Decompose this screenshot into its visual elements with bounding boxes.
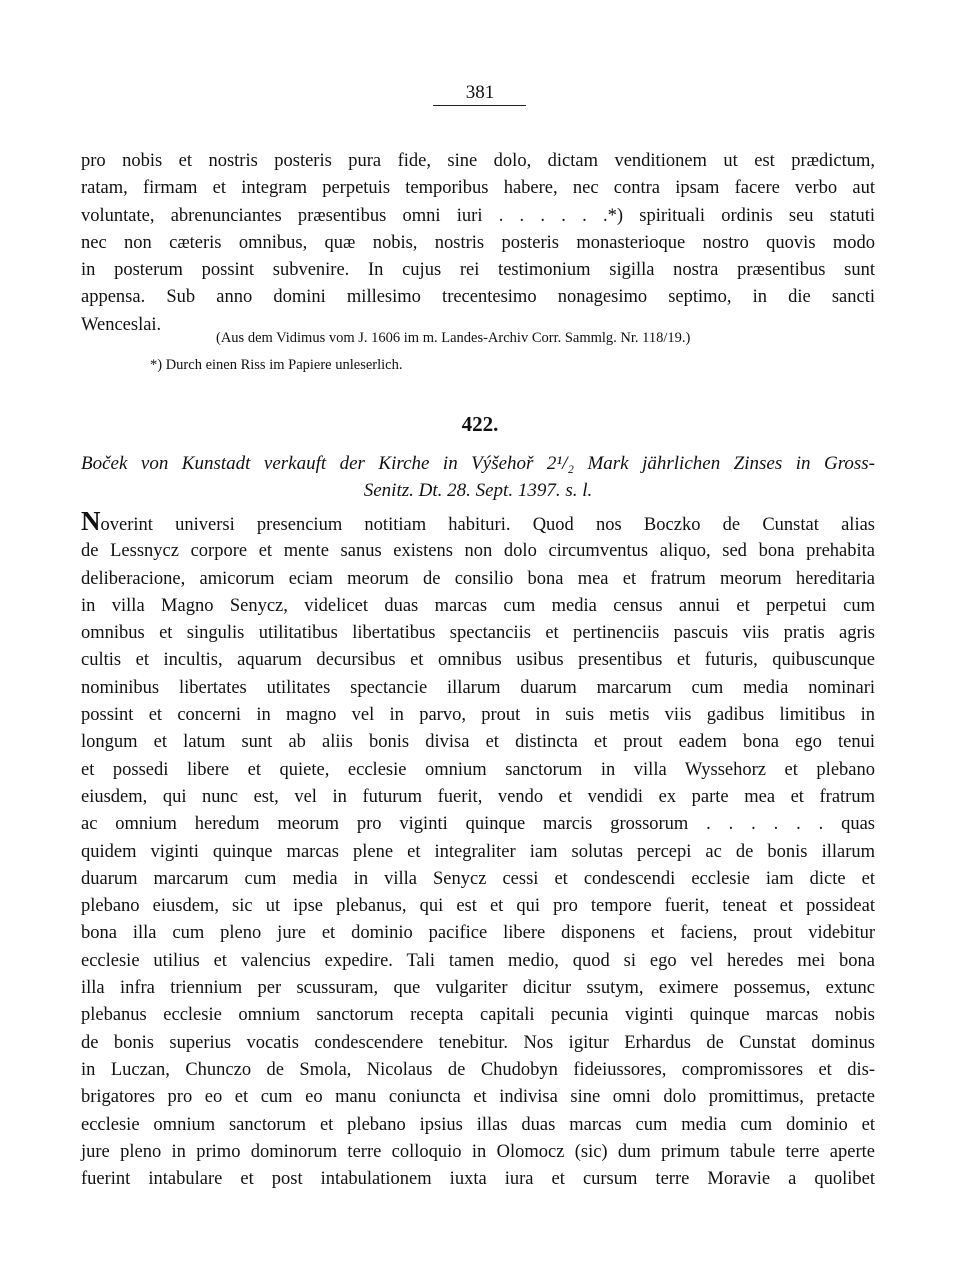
- text-line: ratam, firmam et integram perpetuis temporibus habere, nec contra ipsam facere verbo aut: [81, 178, 875, 199]
- text-line: eiusdem, qui nunc est, vel in futurum fuerit, vendo et vendidi ex parte mea et fratrum: [81, 786, 875, 807]
- text-line: nominibus libertates utilitates spectancie illarum duarum marcarum cum media nominari: [81, 677, 875, 698]
- text-line: pro nobis et nostris posteris pura fide, sine dolo, dictam venditionem ut est prædictum,: [81, 151, 875, 171]
- source-note: (Aus dem Vidimus vom J. 1606 im m. Landes-Archiv Corr. Sammlg. Nr. 118/19.): [216, 330, 691, 346]
- text-line: duarum marcarum cum media in villa Senycz cessi et condescendi ecclesie iam dicte et: [81, 868, 875, 889]
- text-line: quidem viginti quinque marcas plene et integraliter iam solutas percepi ac de bonis illarum: [81, 841, 875, 862]
- text-line: ecclesie omnium sanctorum et plebano ipsius illas duas marcas cum media cum dominio et: [81, 1114, 875, 1135]
- text-line: plebanus ecclesie omnium sanctorum recepta capitali pecunia viginti quinque marcas nobis: [81, 1005, 875, 1026]
- text-line: nec non cæteris omnibus, quæ nobis, nostris posteris monasterioque nostro quovis modo: [81, 232, 875, 253]
- text-line: illa infra triennium per scussuram, que vulgariter dicitur ssutym, eximere possemus, extunc: [81, 978, 875, 999]
- text-line: voluntate, abrenunciantes præsentibus omni iuri . . . . . .*) spirituali ordinis seu statuti: [81, 205, 875, 226]
- text-line: ecclesie utilius et valencius expedire. Tali tamen medio, quod si ego vel heredes mei bona: [81, 950, 875, 971]
- text-line: jure pleno in primo dominorum terre colloquio in Olomocz (sic) dum primum tabule terre aperte: [81, 1141, 875, 1162]
- first-line-text: overint universi presencium notitiam habituri. Quod nos Boczko de Cunstat alias: [100, 515, 875, 535]
- text-line: appensa. Sub anno domini millesimo trecentesimo nonagesimo septimo, in die sancti: [81, 287, 875, 308]
- document-body: [81, 506, 875, 1193]
- first-text-line: [81, 506, 875, 538]
- text-line: et possedi libere et quiete, ecclesie omnium sanctorum in villa Wyssehorz et plebano: [81, 759, 875, 780]
- text-line: omnibus et singulis utilitatibus libertatibus spectanciis et pertinenciis pascuis viis pratis agris: [81, 623, 875, 644]
- text-line: cultis et incultis, aquarum decursibus et omnibus usibus presentibus et futuris, quibuscunque: [81, 650, 875, 671]
- text-line: ac omnium heredum meorum pro viginti quinque marcis grossorum . . . . . . quas: [81, 814, 875, 835]
- document-title: [81, 450, 875, 504]
- document-number: 422.: [461, 412, 499, 436]
- text-line: deliberacione, amicorum eciam meorum de consilio bona mea et fratrum meorum hereditaria: [81, 568, 875, 589]
- page-number-rule: [433, 105, 526, 106]
- page-number: 381: [465, 82, 495, 103]
- paragraph-continuation: [81, 148, 875, 339]
- text-line: possint et concerni in magno vel in parvo, prout in suis metis viis gadibus limitibus in: [81, 705, 875, 726]
- text-line: brigatores pro eo et cum eo manu coniuncta et indivisa sine omni dolo promittimus, pretacte: [81, 1087, 875, 1108]
- text-line: bona illa cum pleno jure et dominio pacifice libere disponens et faciens, prout videbitur: [81, 923, 875, 944]
- text-line: in Luczan, Chunczo de Smola, Nicolaus de Chudobyn fideiussores, compromissores et dis-: [81, 1059, 875, 1080]
- text-line: plebano eiusdem, sic ut ipse plebanus, qui est et qui pro tempore fuerit, teneat et possideat: [81, 896, 875, 917]
- text-line: longum et latum sunt ab aliis bonis divisa et distincta et prout eadem bona ego tenui: [81, 732, 875, 753]
- document-title-line: Senitz. Dt. 28. Sept. 1397. s. l.: [363, 480, 593, 501]
- text-line: de Lessnycz corpore et mente sanus existens non dolo circumventus aliquo, sed bona prehabita: [81, 541, 875, 562]
- footnote: *) Durch einen Riss im Papiere unleserlich.: [150, 357, 403, 373]
- text-line: Wenceslai.: [81, 314, 162, 335]
- text-line: in posterum possint subvenire. In cujus rei testimonium sigilla nostra præsentibus sunt: [81, 260, 875, 281]
- text-line: fuerint intabulare et post intabulationem iuxta iura et cursum terre Moravie a quolibet: [81, 1169, 875, 1190]
- document-title-line: Boček von Kunstadt verkauft der Kirche in Výšehoř 2¹/₂ Mark jährlichen Zinses in Gross-: [81, 453, 875, 474]
- initial-letter: N: [81, 506, 101, 536]
- text-line: de bonis superius vocatis condescendere tenebitur. Nos igitur Erhardus de Cunstat dominus: [81, 1032, 875, 1053]
- text-line: in villa Magno Senycz, videlicet duas marcas cum media census annui et perpetui cum: [81, 595, 875, 616]
